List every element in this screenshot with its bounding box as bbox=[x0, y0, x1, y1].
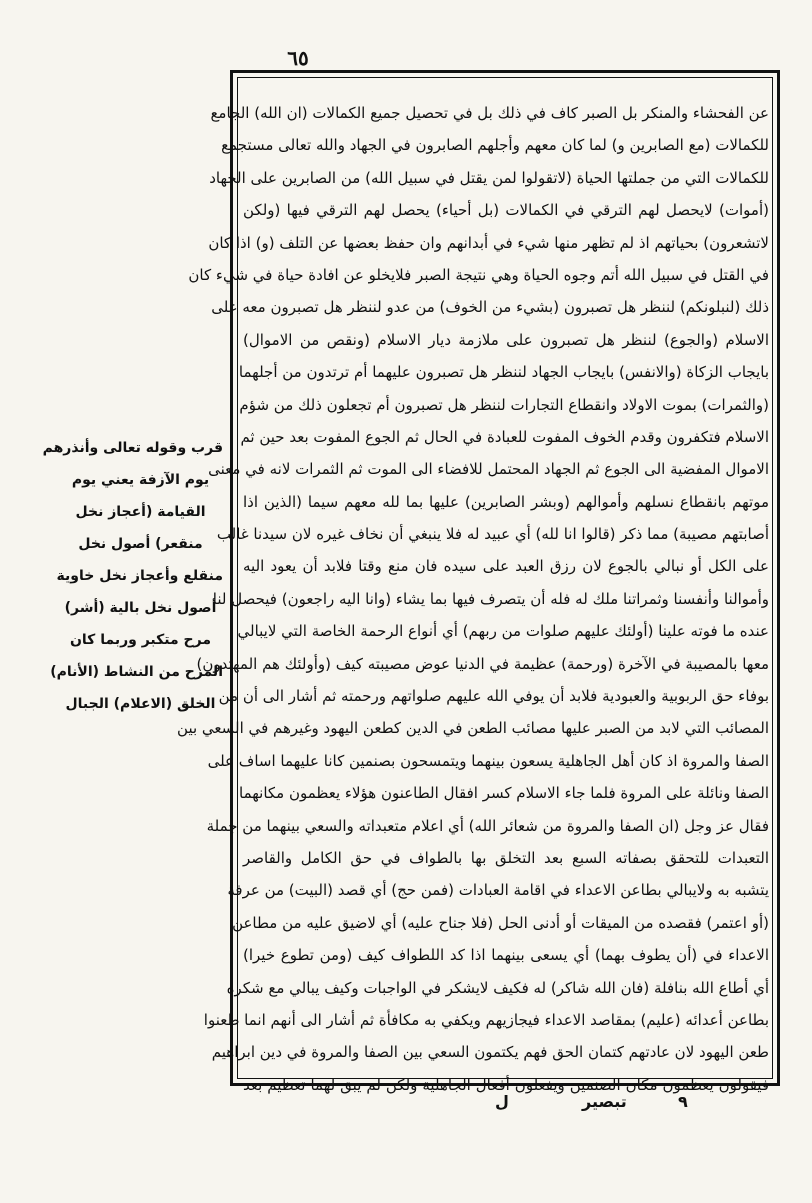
text-line: معها بالمصيبة في الآخرة (ورحمة) عظيمة في الدنيا عوض مصيبته كيف (وأولئك هم المهتدون) bbox=[196, 654, 769, 673]
text-line: بوفاء حق الربوبية والعبودية فلابد أن يوفي الله عليهم صلواتهم ورحمته ثم أشار الى أن من bbox=[218, 687, 769, 706]
page-number: ٦٥ bbox=[287, 46, 309, 70]
text-line: (أموات) لايحصل لهم الترقي في الكمالات (بل أحياء) يحصل لهم الترقي فيها (ولكن bbox=[243, 201, 769, 220]
margin-line: أصول نخل بالية (أشر) bbox=[64, 600, 217, 616]
margin-line: الخلق (الاعلام) الجبال bbox=[65, 696, 216, 712]
text-line: ذلك (لنبلونكم) لننظر هل تصبرون (بشيء من الخوف) من عدو لننظر هل تصبرون معه على bbox=[211, 298, 769, 317]
margin-line: المرح من النشاط (الأنام) bbox=[50, 664, 223, 680]
text-line: يتشبه به ولايبالي بطاعن الاعداء في اقامة العبادات (فمن حج) أي قصد (البيت) من عرفة bbox=[227, 881, 769, 900]
text-line: عن الفحشاء والمنكر بل الصبر كاف في ذلك بل في تحصيل جميع الكمالات (ان الله) الجامع bbox=[210, 104, 769, 122]
margin-line: منقلع وأعجاز نخل خاوية bbox=[56, 568, 223, 584]
text-line: للكمالات (مع الصابرين و) لما كان معهم وأجلهم الصابرون في الجهاد والله تعالى مستجمع bbox=[221, 136, 769, 155]
text-line: الصفا والمروة اذ كان أهل الجاهلية يسعون بينهما ويتمسحون بصنمين كانا عليهما اساف على bbox=[207, 751, 769, 770]
text-line: المصائب التي لابد من الصبر عليها مصائب الطعن في الدين كطعن اليهود وغيرهم في السعي بين bbox=[177, 719, 769, 738]
text-line: الاسلام فتكفرون وقدم الخوف المفوت للعبادة في الحال ثم الجوع المفوت بعد حين ثم bbox=[240, 427, 769, 446]
text-line: عنده ما فوته علينا (أولئك عليهم صلوات من ربهم) أي أنواع الرحمة الخاصة التي لايبالي bbox=[237, 622, 769, 641]
text-line: الصفا ونائلة على المروة فلما جاء الاسلام كسر افقال الطاعنون هؤلاء يعظمون مكانهما bbox=[239, 784, 769, 803]
text-line: (والثمرات) بموت الاولاد وانقطاع التجارات لننظر هل تصبرون أم تجعلون ذلك من شؤم bbox=[239, 395, 769, 414]
main-text-frame bbox=[177, 70, 780, 1094]
text-line: طعن اليهود لان عادتهم كتمان الحق فهم يكتمون السعي بين الصفا والمروة في دين ابراهيم bbox=[211, 1043, 769, 1062]
signature-number: ٩ bbox=[678, 1092, 688, 1111]
text-line: فيقولون يعظمون مكان الصنمين ويفعلون أفعال الجاهلية ولكن لم يبق لهما تعظيم بعد bbox=[243, 1075, 769, 1094]
page-footer bbox=[230, 1092, 780, 1122]
text-line: فقال عز وجل (ان الصفا والمروة من شعائر الله) أي اعلام متعبداته والسعي بينهما من جملة bbox=[206, 816, 769, 835]
text-line: (أو اعتمر) فقصده من الميقات أو أدنى الحل (فلا جناح عليه) أي لاضيق عليه من مطاعن bbox=[232, 913, 769, 932]
signature-letter: ل bbox=[495, 1092, 509, 1111]
text-line: لاتشعرون) بحياتهم اذ لم تظهر منها شيء في أبدانهم وان حفظ بعضها عن التلف (و) اذا كان bbox=[208, 233, 769, 252]
text-line: موتهم بانقطاع نسلهم وأموالهم (وبشر الصابرين) عليها بما لله معهم سيما (الذين اذا bbox=[243, 492, 769, 511]
text-line: الاسلام (والجوع) لننظر هل تصبرون على ملازمة ديار الاسلام (ونقص من الاموال) bbox=[243, 330, 769, 349]
text-line: أصابتهم مصيبة) مما ذكر (قالوا انا لله) أي عبيد له فلا ينبغي أن نخاف غيره لان سيدنا غالب bbox=[216, 525, 769, 544]
text-line: وأموالنا وأنفسنا وثمراتنا ملك له فله أن يتصرف فيها بما يشاء (وانا اليه راجعون) فيحصل لنا bbox=[212, 589, 769, 608]
margin-line: منقعر) أصول نخل bbox=[78, 536, 203, 552]
text-line: في القتل في سبيل الله أتم وجوه الحياة وهي نتيجة الصبر فلايخلو عن افادة حياة في شيء كان bbox=[188, 265, 769, 284]
margin-line: القيامة (أعجاز نخل bbox=[75, 504, 206, 520]
text-line: الاموال المفضية الى الجوع ثم الجهاد المحتمل للافضاء الى الموت ثم الثمرات لانه في معنى bbox=[208, 460, 769, 479]
margin-line: قرب وقوله تعالى وأنذرهم bbox=[42, 440, 223, 456]
margin-note bbox=[42, 432, 223, 720]
text-line: على الكل أو نبالي بالجوع لان رزق العبد على سيده فان منع وقتا فلابد أن يعود اليه bbox=[243, 557, 769, 576]
text-line: أي أطاع الله بنافلة (فان الله شاكر) له فكيف لايشكر في الواجبات وكيف يبالي مع شكره bbox=[226, 978, 769, 997]
margin-line: يوم الآزفة يعني يوم bbox=[71, 472, 210, 488]
text-line: الاعداء في (أن يطوف بهما) أي يسعى بينهما اذا كد اللطواف كيف (ومن تطوع خيرا) bbox=[243, 946, 769, 965]
margin-line: مرح متكبر وربما كان bbox=[69, 632, 212, 648]
signature-word: تبصير bbox=[582, 1092, 627, 1111]
text-line: للكمالات التي من جملتها الحياة (لاتقولوا لمن يقتل في سبيل الله) من الصابرين على الجهاد bbox=[209, 168, 769, 187]
main-text-body bbox=[177, 97, 769, 1094]
text-line: بطاعن أعدائه (عليم) بمقاصد الاعداء فيجازيهم ويكفي به مكافأة ثم أشار الى أنهم انما طعنوا bbox=[203, 1010, 769, 1029]
text-line: التعبدات للتحقق بصفاته السبع بعد التخلق بها بالطواف في حق الكامل والقاصر bbox=[243, 848, 769, 867]
text-line: بايجاب الزكاة (والانفس) بايجاب الجهاد لننظر هل تصبرون عليهما أم ترتدون من أجلهما bbox=[238, 363, 769, 382]
